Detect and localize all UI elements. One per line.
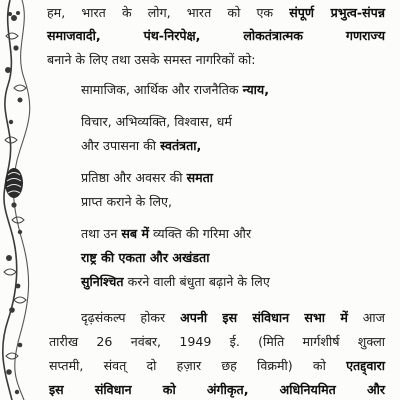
resolve-line-4 [49, 382, 385, 398]
shell-motif-icon [5, 168, 23, 198]
resolve-line-1 [81, 310, 385, 326]
unity-phrase: राष्ट्र की एकता और अखंडता [81, 250, 210, 265]
line-3-text: बनाने के लिए तथा उसके समस्त नागरिकों को: [47, 52, 256, 67]
fraternity-all-word: सब में [121, 226, 150, 241]
preamble-line-3 [47, 52, 255, 68]
preamble-line-2 [47, 28, 385, 44]
resolve-line-3 [49, 358, 385, 374]
adopt-phrase: इस संविधान को अंगीकृत, अधिनियमित और [49, 382, 385, 397]
assuring-word: सुनिश्चित [81, 274, 124, 289]
justice-line [81, 82, 269, 98]
fraternity-line-3 [81, 274, 270, 290]
equality-text-1: प्रतिष्ठा और अवसर की [81, 170, 187, 185]
resolve-line-2 [49, 334, 385, 350]
date-text: तारीख 26 नवंबर, 1949 ई. (मिति मार्गशीर्ष शुक्ला [49, 334, 385, 349]
resolve-text-1a: दृढ़संकल्प होकर [81, 310, 181, 325]
liberty-line-2 [81, 138, 201, 154]
equality-text-2: प्राप्त कराने के लिए, [81, 194, 173, 209]
liberty-text-2: और उपासना की [81, 138, 161, 153]
fraternity-line-1 [81, 226, 251, 242]
line-1-text: हम, भारत के लोग, भारत को एक [47, 5, 290, 20]
assembly-phrase: अपनी इस संविधान सभा में [180, 310, 348, 325]
fraternity-line-2 [81, 250, 209, 266]
liberty-text-1: विचार, अभिव्यक्ति, विश्वास, धर्म [81, 114, 232, 129]
hereby-word: एतद्द्वारा [346, 358, 385, 373]
justice-text: सामाजिक, आर्थिक और राजनैतिक [81, 82, 243, 97]
equality-line-2 [81, 194, 172, 210]
republic-phrase: समाजवादी, पंथ-निरपेक्ष, लोकतंत्रात्मक गणराज्य [47, 28, 385, 43]
resolve-text-1c: आज [347, 310, 386, 325]
ornamental-border-icon [0, 0, 42, 400]
fraternity-text-1c: व्यक्ति की गरिमा और [149, 226, 252, 241]
sovereign-phrase: संपूर्ण प्रभुत्व-संपन्न [289, 5, 385, 20]
fraternity-text-3: करने वाली बंधुता बढ़ाने के लिए [123, 274, 270, 289]
fraternity-text-1a: तथा उन [81, 226, 122, 241]
justice-word: न्याय, [242, 82, 269, 97]
equality-line-1 [81, 170, 213, 186]
equality-word: समता [186, 170, 214, 185]
preamble-line-1 [47, 5, 385, 21]
samvat-text: सप्तमी, संवत् दो हज़ार छह विक्रमी) को [49, 358, 347, 373]
liberty-word: स्वतंत्रता, [160, 138, 202, 153]
liberty-line-1 [81, 114, 232, 130]
